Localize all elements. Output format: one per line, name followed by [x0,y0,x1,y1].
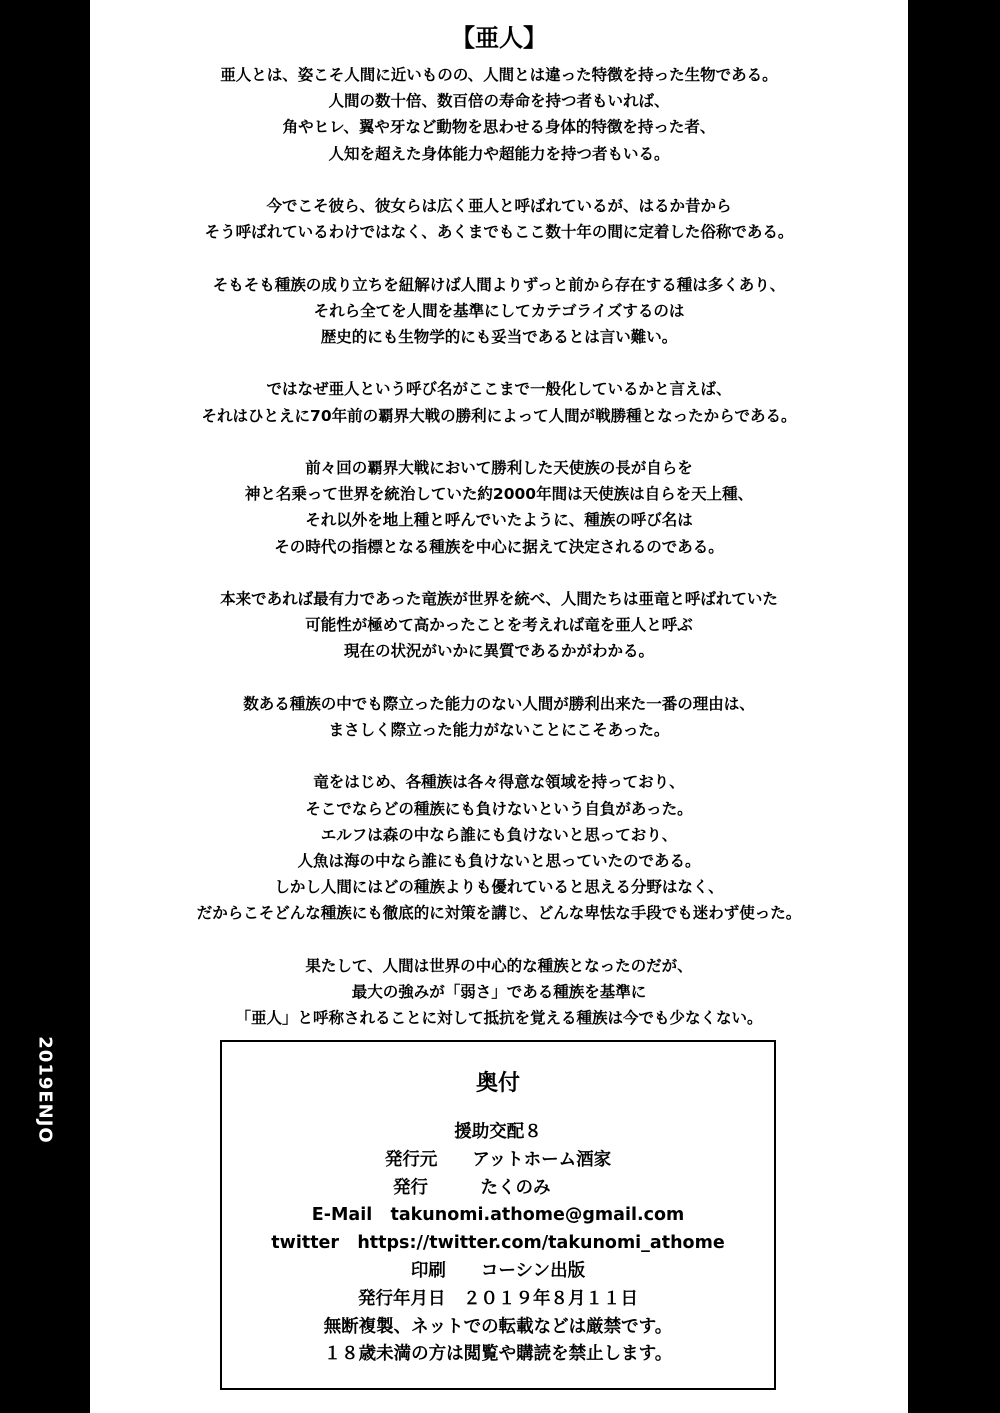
colophon-line: E-Mail takunomi.athome@gmail.com [311,1205,685,1226]
text-line: 角やヒレ、翼や牙など動物を思わせる身体的特徴を持った者、 [282,118,716,137]
paragraph [90,769,908,926]
text-line: その時代の指標となる種族を中心に据えて決定されるのである。 [274,537,724,556]
paragraph [90,376,908,428]
body-text [90,62,908,1058]
text-line: 人間の数十倍、数百倍の寿命を持つ者もいれば、 [328,92,670,111]
paragraph [90,586,908,665]
document-page [90,0,908,1413]
side-watermark-text: 2019ENJO [34,1036,56,1144]
colophon-box [220,1040,776,1390]
paragraph [90,62,908,167]
text-line: そう呼ばれているわけではなく、あくまでもここ数十年の間に定着した俗称である。 [204,223,794,242]
text-line: 果たして、人間は世界の中心的な種族となったのだが、 [305,956,693,975]
text-line: 亜人とは、姿こそ人間に近いものの、人間とは違った特徴を持った生物である。 [220,66,778,84]
paragraph [90,953,908,1032]
text-line: そもそも種族の成り立ちを紐解けば人間よりずっと前から存在する種は多くあり、 [212,275,786,294]
text-line: それら全てを人間を基準にしてカテゴライズするのは [313,301,685,320]
text-line: 竜をはじめ、各種族は各々得意な領域を持っており、 [313,773,685,792]
text-line: 可能性が極めて高かったことを考えれば竜を亜人と呼ぶ [305,616,693,635]
paragraph [90,193,908,245]
text-line: それ以外を地上種と呼んでいたように、種族の呼び名は [305,511,693,530]
text-line: 人知を超えた身体能力や超能力を持つ者もいる。 [328,144,670,163]
colophon-line: twitter https://twitter.com/takunomi_athome [271,1233,725,1254]
text-line: 数ある種族の中でも際立った能力のない人間が勝利出来た一番の理由は、 [243,694,755,713]
colophon-line: 無断複製、ネットでの転載などは厳禁です。 [323,1316,673,1337]
text-line: 今でこそ彼ら、彼女らは広く亜人と呼ばれているが、はるか昔から [266,197,732,215]
colophon-line: 発行 たくのみ [393,1177,603,1198]
text-line: 現在の状況がいかに異質であるかがわかる。 [343,642,654,661]
text-line: まさしく際立った能力がないことにこそあった。 [328,720,670,739]
text-line: 人魚は海の中なら誰にも負けないと思っていたのである。 [297,851,701,870]
colophon-line: 援助交配８ [454,1122,542,1142]
text-line: エルフは森の中なら誰にも負けないと思っており、 [320,825,678,844]
text-line: 最大の強みが「弱さ」である種族を基準に [351,982,647,1001]
text-line: 歴史的にも生物学的にも妥当であるとは言い難い。 [320,328,678,346]
side-watermark [30,1030,60,1150]
paragraph [90,691,908,743]
text-line: そこでならどの種族にも負けないという自負があった。 [305,799,693,818]
text-line: 本来であれば最有力であった竜族が世界を統べ、人間たちは亜竜と呼ばれていた [220,589,778,608]
text-line: 前々回の覇界大戦において勝利した天使族の長が自らを [305,458,693,477]
colophon-line: 印刷 コーシン出版 [410,1260,586,1281]
colophon-title: 奥付 [475,1071,520,1096]
colophon-line: 発行年月日 ２０１９年８月１１日 [358,1288,638,1309]
colophon-lines [222,1119,774,1369]
text-line: それはひとえに70年前の覇界大戦の勝利によって人間が戦勝種となったからである。 [201,406,797,425]
colophon-line: 発行元 アットホーム酒家 [384,1149,612,1170]
page-heading: 【亜人】 [451,24,547,52]
text-line: ではなぜ亜人という呼び名がここまで一般化しているかと言えば、 [266,380,732,399]
colophon-line: １８歳未満の方は閲覧や購読を禁止します。 [323,1344,673,1365]
text-line: 神と名乗って世界を統治していた約2000年間は天使族は自らを天上種、 [244,485,754,504]
paragraph [90,455,908,560]
text-line: しかし人間にはどの種族よりも優れていると思える分野はなく、 [274,878,724,897]
text-line: だからこそどんな種族にも徹底的に対策を講じ、どんな卑怯な手段でも迷わず使った。 [196,904,802,923]
text-line: 「亜人」と呼称されることに対して抵抗を覚える種族は今でも少なくない。 [235,1009,763,1028]
paragraph [90,272,908,351]
